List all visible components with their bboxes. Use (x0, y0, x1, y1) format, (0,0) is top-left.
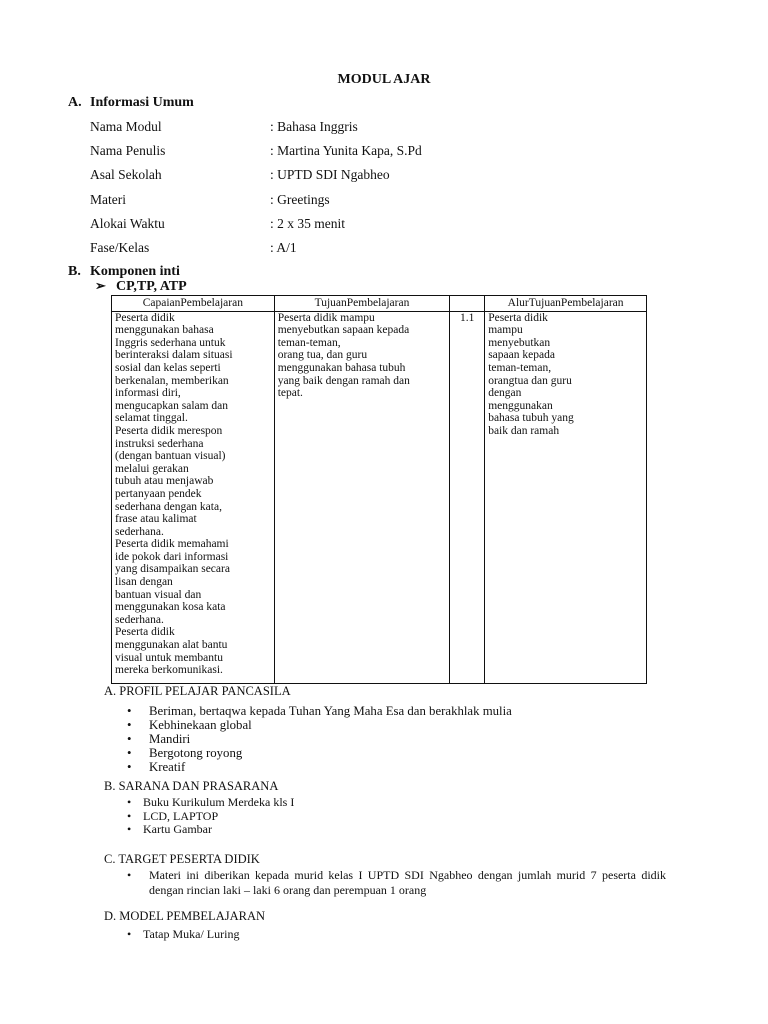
model-heading: D. MODEL PEMBELAJARAN (104, 909, 265, 923)
table-header-row (112, 296, 647, 312)
sarana-heading: B. SARANA DAN PRASARANA (104, 779, 279, 793)
info-label-nama-modul: Nama Modul (90, 119, 162, 134)
info-label-asal-sekolah: Asal Sekolah (90, 167, 162, 182)
cell-tujuan: Peserta didik mampu menyebutkan sapaan kepada teman-teman, orang tua, dan guru menggunakan bahasa tubuh yang baik dengan ramah dan tepat. (274, 311, 450, 683)
target-list (127, 868, 666, 897)
target-heading: C. TARGET PESERTA DIDIK (104, 852, 260, 866)
info-value-nama-modul: : Bahasa Inggris (270, 119, 358, 134)
list-item: • Kartu Gambar (127, 823, 294, 837)
cp-tp-atp-table (111, 295, 647, 684)
list-item: • Beriman, bertaqwa kepada Tuhan Yang Maha Esa dan berakhlak mulia (127, 704, 512, 718)
info-label-fase-kelas: Fase/Kelas (90, 240, 150, 255)
sarana-list (127, 796, 294, 837)
list-item: • Kreatif (127, 760, 512, 774)
cell-alur: Peserta didik mampu menyebutkan sapaan kepada teman-teman, orangtua dan guru dengan menggunakan bahasa tubuh yang baik dan ramah (485, 311, 647, 683)
list-item: • Tatap Muka/ Luring (127, 927, 239, 941)
model-list (127, 927, 239, 941)
header-number (450, 296, 485, 312)
info-label-alokasi-waktu: Alokai Waktu (90, 216, 165, 231)
cell-number: 1.1 (450, 311, 485, 683)
section-a-marker: A. (68, 95, 82, 110)
section-b-subheading: CP,TP, ATP (116, 279, 187, 294)
info-value-materi: : Greetings (270, 192, 330, 207)
info-label-nama-penulis: Nama Penulis (90, 143, 166, 158)
list-item: • Bergotong royong (127, 746, 512, 760)
cell-capaian: Peserta didik menggunakan bahasa Inggris sederhana untuk berinteraksi dalam situasi sosial dan kelas seperti berkenalan, memberikan informasi diri, mengucapkan salam dan selamat tinggal. Peserta didik merespon instruksi sederhana (dengan bantuan visual) melalui gerakan tubuh atau menjawab pertanyaan pendek sederhana dengan kata, frase atau kalimat sederhana. Peserta didik memahami ide pokok dari informasi yang disampaikan secara lisan dengan bantuan visual dan menggunakan kosa kata sederhana. Peserta didik menggunakan alat bantu visual untuk membantu mereka berkomunikasi. (112, 311, 275, 683)
list-item: • Buku Kurikulum Merdeka kls I (127, 796, 294, 810)
list-item: • Kebhinekaan global (127, 718, 512, 732)
list-item: • LCD, LAPTOP (127, 810, 294, 824)
info-value-alokasi-waktu: : 2 x 35 menit (270, 216, 345, 231)
header-capaian: CapaianPembelajaran (112, 296, 275, 312)
header-tujuan: TujuanPembelajaran (274, 296, 450, 312)
list-item: • Materi ini diberikan kepada murid kelas I UPTD SDI Ngabheo dengan jumlah murid 7 peserta didik dengan rincian laki – laki 6 orang dan perempuan 1 orang (127, 868, 666, 897)
info-value-nama-penulis: : Martina Yunita Kapa, S.Pd (270, 143, 422, 158)
info-value-asal-sekolah: : UPTD SDI Ngabheo (270, 167, 390, 182)
list-item: • Mandiri (127, 732, 512, 746)
profil-heading: A. PROFIL PELAJAR PANCASILA (104, 684, 291, 698)
section-b-marker: B. (68, 264, 81, 279)
info-value-fase-kelas: : A/1 (270, 240, 297, 255)
section-a-heading: Informasi Umum (90, 95, 194, 110)
section-b-heading: Komponen inti (90, 264, 180, 279)
page-title: MODUL AJAR (337, 72, 431, 87)
profil-list (127, 704, 512, 774)
arrow-bullet-icon: ➢ (95, 278, 106, 293)
info-label-materi: Materi (90, 192, 126, 207)
header-alur: AlurTujuanPembelajaran (485, 296, 647, 312)
table-row (112, 311, 647, 683)
